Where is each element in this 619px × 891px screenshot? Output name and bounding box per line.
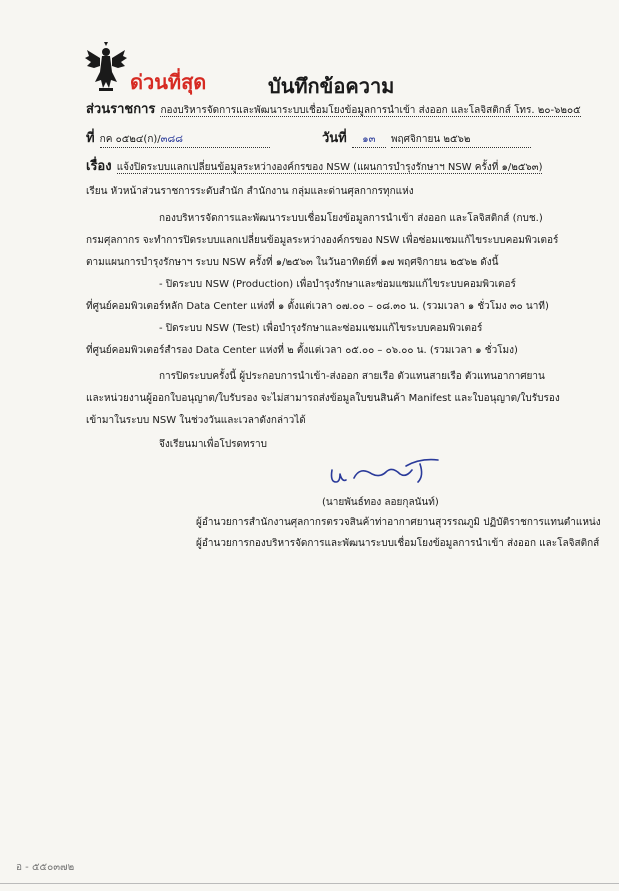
- signer-name: (นายพันธ์ทอง ลอยกุลนันท์): [322, 497, 439, 508]
- subject-row: [86, 155, 542, 176]
- date-row: [322, 127, 531, 148]
- bullet-2-line-1: - ปิดระบบ NSW (Test) เพื่อบำรุงรักษาและซ่อมแซมแก้ไขระบบคอมพิวเตอร์: [159, 323, 483, 334]
- subject-value: แจ้งปิดระบบแลกเปลี่ยนข้อมูลระหว่างองค์กรของ NSW (แผนการบำรุงรักษาฯ NSW ครั้งที่ ๑/๒๕๖๓): [116, 162, 543, 173]
- paragraph-2-line-2: และหน่วยงานผู้ออกใบอนุญาต/ใบรับรอง จะไม่สามารถส่งข้อมูลใบขนสินค้า Manifest และใบอนุญาต/ใบรับรอง: [86, 393, 560, 404]
- department-value: กองบริหารจัดการและพัฒนาระบบเชื่อมโยงข้อมูลการนำเข้า ส่งออก และโลจิสติกส์ โทร. ๒๐-๖๒๐๕: [160, 105, 581, 116]
- date-month-year: พฤศจิกายน ๒๕๖๒: [391, 132, 531, 148]
- bottom-divider: [0, 883, 619, 884]
- department-row: [86, 98, 581, 119]
- bullet-2-line-2: ที่ศูนย์คอมพิวเตอร์สำรอง Data Center แห่งที่ ๒ ตั้งแต่เวลา ๐๕.๐๐ – ๐๖.๐๐ น. (รวมเวลา ๑ ชั่วโมง): [86, 345, 518, 356]
- date-day: ๑๓: [352, 132, 386, 148]
- department-label: ส่วนราชการ: [86, 102, 156, 117]
- date-label: วันที่: [322, 131, 347, 146]
- paragraph-1-line-1: กองบริหารจัดการและพัฒนาระบบเชื่อมโยงข้อมูลการนำเข้า ส่งออก และโลจิสติกส์ (กบช.): [159, 213, 543, 224]
- paragraph-2-line-1: การปิดระบบครั้งนี้ ผู้ประกอบการนำเข้า-ส่งออก สายเรือ ตัวแทนสายเรือ ตัวแทนอากาศยาน: [159, 371, 545, 382]
- handwritten-signature: [320, 452, 450, 492]
- urgency-stamp: ด่วนที่สุด: [130, 70, 207, 94]
- signer-position-line-1: ผู้อำนวยการสำนักงานศุลกากรตรวจสินค้าท่าอากาศยานสุวรรณภูมิ ปฏิบัติราชการแทนตำแหน่ง: [196, 517, 601, 528]
- reference-label: ที่: [86, 131, 95, 146]
- paragraph-1-line-2: กรมศุลกากร จะทำการปิดระบบแลกเปลี่ยนข้อมูลระหว่างองค์กรของ NSW เพื่อซ่อมแซมแก้ไขระบบคอมพิวเตอร์: [86, 235, 559, 246]
- bullet-1-line-1: - ปิดระบบ NSW (Production) เพื่อบำรุงรักษาและซ่อมแซมแก้ไขระบบคอมพิวเตอร์: [159, 279, 516, 290]
- garuda-emblem-icon: [85, 42, 127, 94]
- reference-value: [100, 132, 270, 148]
- signer-position-line-2: ผู้อำนวยการกองบริหารจัดการและพัฒนาระบบเชื่อมโยงข้อมูลการนำเข้า ส่งออก และโลจิสติกส์: [196, 538, 600, 549]
- document-stamp-number: อ - ๕๕๐๓๗๒: [16, 862, 75, 873]
- bullet-1-line-2: ที่ศูนย์คอมพิวเตอร์หลัก Data Center แห่งที่ ๑ ตั้งแต่เวลา ๐๗.๐๐ – ๐๘.๓๐ น. (รวมเวลา ๑ ชั่วโมง ๓๐ นาที): [86, 301, 549, 312]
- document-title: บันทึกข้อความ: [268, 74, 395, 98]
- salutation: เรียน หัวหน้าส่วนราชการระดับสำนัก สำนักงาน กลุ่มและด่านศุลกากรทุกแห่ง: [86, 186, 414, 197]
- reference-prefix: กค ๐๕๒๔(ก)/: [99, 134, 161, 145]
- closing-line: จึงเรียนมาเพื่อโปรดทราบ: [159, 439, 267, 450]
- reference-row: [86, 127, 270, 148]
- paragraph-2-line-3: เข้ามาในระบบ NSW ในช่วงวันและเวลาดังกล่าวได้: [86, 415, 306, 426]
- reference-number: ๓๘๘: [160, 134, 183, 145]
- paragraph-1-line-3: ตามแผนการบำรุงรักษาฯ ระบบ NSW ครั้งที่ ๑/๒๕๖๓ ในวันอาทิตย์ที่ ๑๗ พฤศจิกายน ๒๕๖๒ ดังนี้: [86, 257, 499, 268]
- subject-label: เรื่อง: [86, 159, 112, 174]
